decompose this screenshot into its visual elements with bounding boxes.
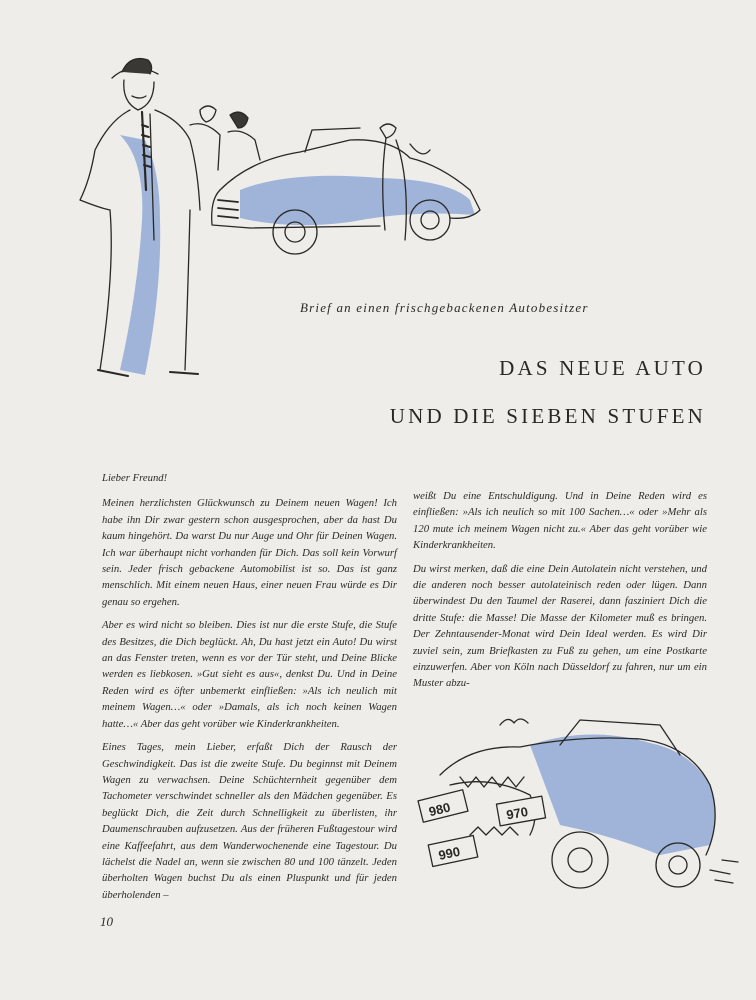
page-number: 10 xyxy=(100,914,113,929)
text-column-right xyxy=(413,488,707,699)
illustration-man-and-car xyxy=(50,40,490,400)
salutation: Lieber Freund! xyxy=(102,472,168,484)
article-title-line-1: DAS NEUE AUTO xyxy=(499,356,706,380)
plate-label: 980 xyxy=(427,799,452,820)
plate-label: 970 xyxy=(505,803,530,823)
paragraph: Meinen herzlichsten Glückwunsch zu Deinem neuen Wagen! Ich habe ihn Dir zwar gestern schon ausgesprochen, aber da hast Du kaum hingehört. Da warst Du nur Auge und Ohr für Deinen Wagen. Ich war überhaupt nicht vorhanden für Dich. Das soll kein Vorwurf sein. Jeder frisch gebackene Automobilist ist so. Das ist ganz menschlich. Mit einem neuen Haus, einer neuen Frau würde es Dir genau so ergehen. xyxy=(102,497,397,608)
illustration-car-eating-plates xyxy=(410,715,750,900)
paragraph: weißt Du eine Entschuldigung. Und in Deine Reden wird es einfließen: »Als ich neulich so mit 100 Sachen…« oder »Mehr als 120 mute ich meinem Wagen nicht zu.« Aber das geht vorüber wie Kinderkrankheiten. xyxy=(413,490,707,552)
coat-wash xyxy=(120,135,160,375)
car-wash xyxy=(530,734,715,855)
paragraph: Aber es wird nicht so bleiben. Dies ist nur die erste Stufe, die Stufe des Besitzes, die Dich beglückt. Ah, Du hast jetzt ein Auto! Du wirst an das Fenster treten, wenn es vor der Tür steht, und Deine Blicke werden es liebkosen. »Gut sieht es aus«, denkst Du. Und in Deine Reden wird es öfter unbemerkt einfließen: »Als ich neulich mit meinem Wagen…« oder »Damals, als ich noch keinen Wagen hatte…« Aber das geht vorüber wie Kinderkrankheiten. xyxy=(102,619,397,730)
article-title-line-2: UND DIE SIEBEN STUFEN xyxy=(389,404,706,428)
paragraph: Eines Tages, mein Lieber, erfaßt Dich der Rausch der Geschwindigkeit. Das ist die zweite Stufe. Du beginnst mit Deinem Wagen zu verwachsen. Deine Schüchternheit gegenüber dem Tachometer verschwindet schneller als den Mädchen gegenüber. Es beglückt Dich, die Zeit durch Schnelligkeit zu überlisten, ihr Daumenschrauben aufzusetzen. Aus der früheren Fußtagestour wird eine Kaffeefahrt, aus dem Wanderwochenende eine Tagestour. Du lächelst die Nadel an, wenn sie zwischen 80 und 100 tänzelt. Jeden überholten Wagen buchst Du als einen Pluspunkt und für jeden überholenden – xyxy=(102,741,397,901)
car-wash xyxy=(240,176,475,225)
paragraph: Du wirst merken, daß die eine Dein Autolatein nicht verstehen, und die anderen noch besser autolateinisch reden oder lügen. Dann überwindest Du den Taumel der Raserei, dann fasziniert Dich die dritte Stufe: die Masse! Die Masse der Kilometer muß es bringen. Der Zehntausender-Monat wird Dein Ideal werden. Es wird Dir zuviel sein, zum Briefkasten zu Fuß zu gehen, um eine Postkarte einzuwerfen. Aber von Köln nach Düsseldorf zu fahren, nur um ein Muster abzu- xyxy=(413,562,707,690)
number-plates xyxy=(418,790,546,867)
text-column-left xyxy=(102,470,397,910)
plate-label: 990 xyxy=(437,843,462,863)
article-subtitle: Brief an einen frischgebackenen Autobesitzer xyxy=(300,300,589,315)
